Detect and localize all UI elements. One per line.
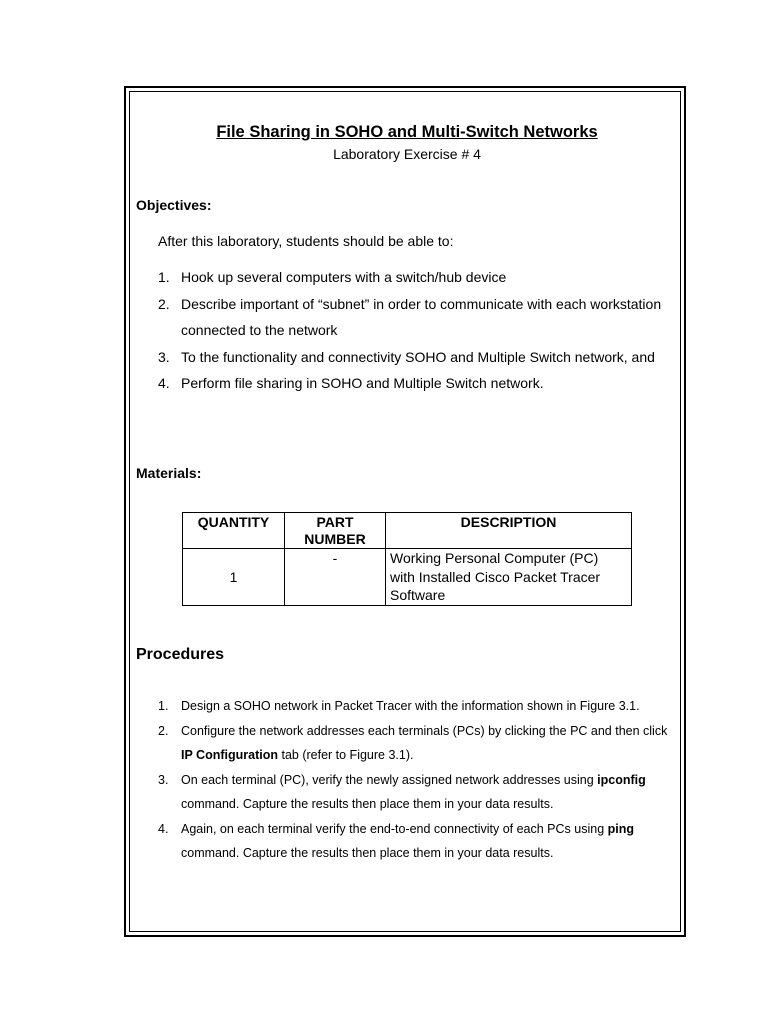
list-number: 1. bbox=[158, 269, 170, 285]
table-header-row bbox=[183, 513, 632, 549]
objectives-heading: Objectives: bbox=[136, 197, 212, 213]
procedure-text: On each terminal (PC), verify the newly assigned network addresses using bbox=[181, 772, 598, 787]
procedure-item bbox=[158, 694, 678, 719]
procedure-bold-term: ping bbox=[607, 821, 635, 836]
list-number: 4. bbox=[158, 821, 169, 836]
objective-text: To the functionality and connectivity SOHO and Multiple Switch network, and bbox=[181, 348, 655, 365]
objective-item bbox=[158, 291, 678, 344]
objective-item bbox=[158, 370, 678, 397]
list-number: 3. bbox=[158, 772, 169, 787]
procedures-heading: Procedures bbox=[136, 646, 225, 663]
procedure-text-end: command. Capture the results then place them in your data results. bbox=[181, 797, 554, 811]
materials-table bbox=[182, 512, 632, 606]
procedure-bold-term: IP Configuration bbox=[181, 748, 278, 762]
objectives-intro: After this laboratory, students should be able to: bbox=[158, 233, 454, 249]
procedure-text: Design a SOHO network in Packet Tracer with the information shown in Figure 3.1. bbox=[181, 699, 640, 713]
procedures-list bbox=[158, 694, 678, 866]
objective-text: Describe important of “subnet” in order to communicate with each workstation connected to the network bbox=[181, 295, 662, 338]
procedure-item bbox=[158, 817, 678, 866]
objective-text: Perform file sharing in SOHO and Multiple Switch network. bbox=[181, 375, 544, 391]
procedure-text-end: command. Capture the results then place them in your data results. bbox=[181, 846, 554, 860]
column-header-part-number: PART NUMBER bbox=[285, 513, 386, 549]
list-number: 1. bbox=[158, 699, 169, 713]
column-header-description: DESCRIPTION bbox=[386, 513, 632, 549]
column-header-quantity: QUANTITY bbox=[183, 513, 285, 549]
procedure-text: Configure the network addresses each terminals (PCs) by clicking the PC and then click bbox=[181, 723, 668, 738]
objective-item bbox=[158, 264, 678, 291]
objective-text: Hook up several computers with a switch/hub device bbox=[181, 269, 507, 285]
page-border bbox=[124, 86, 686, 937]
list-number: 3. bbox=[158, 348, 170, 365]
procedure-text-end: tab (refer to Figure 3.1). bbox=[278, 748, 414, 762]
procedure-bold-term: ipconfig bbox=[597, 772, 646, 787]
procedure-item bbox=[158, 768, 678, 817]
document-subtitle: Laboratory Exercise # 4 bbox=[333, 146, 481, 162]
cell-description: Working Personal Computer (PC) with Installed Cisco Packet Tracer Software bbox=[386, 549, 632, 606]
list-number: 2. bbox=[158, 295, 170, 312]
procedure-item bbox=[158, 719, 678, 768]
objective-item bbox=[158, 344, 678, 371]
list-number: 2. bbox=[158, 723, 169, 738]
list-number: 4. bbox=[158, 375, 170, 391]
materials-heading: Materials: bbox=[136, 465, 202, 481]
document-title: File Sharing in SOHO and Multi-Switch Networks bbox=[216, 123, 598, 141]
table-row bbox=[183, 549, 632, 606]
cell-quantity: 1 bbox=[183, 549, 285, 606]
objectives-list bbox=[158, 264, 678, 397]
procedure-text: Again, on each terminal verify the end-to-end connectivity of each PCs using bbox=[181, 821, 608, 836]
cell-part-number: - bbox=[285, 549, 386, 606]
